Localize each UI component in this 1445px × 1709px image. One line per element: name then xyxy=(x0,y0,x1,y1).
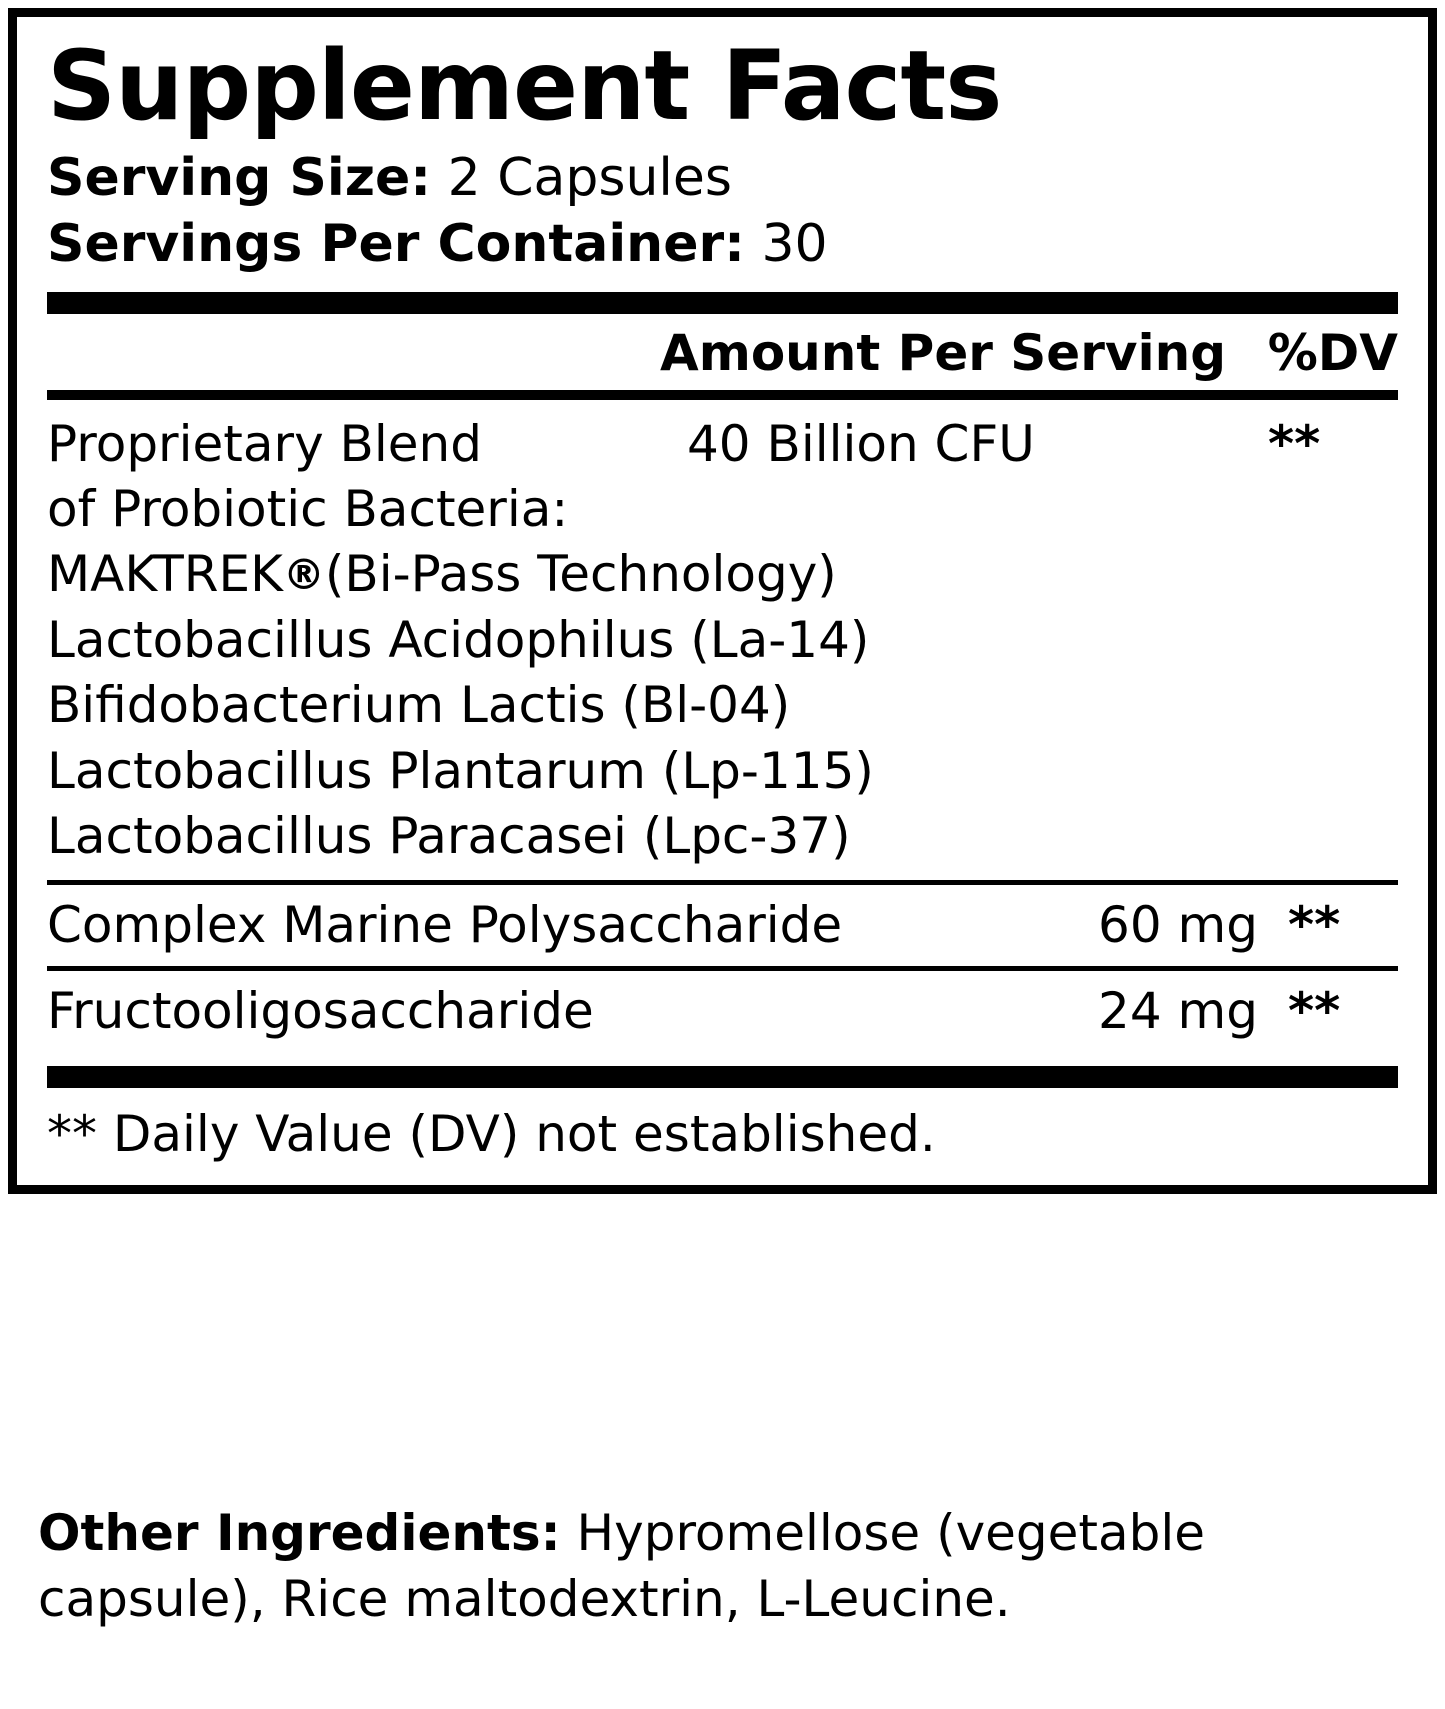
ingredient-name: Complex Marine Polysaccharide xyxy=(47,895,843,954)
amount-per-serving-header: Amount Per Serving xyxy=(660,323,1226,382)
daily-value-footnote: ** Daily Value (DV) not established. xyxy=(47,1104,936,1163)
ingredient-name: Fructooligosaccharide xyxy=(47,981,594,1040)
servings-per-container-label: Servings Per Container: xyxy=(47,214,745,275)
serving-size-value: 2 Capsules xyxy=(447,147,732,208)
blend-name-line1: Proprietary Blend xyxy=(47,414,482,473)
ingredient-amount: 24 mg xyxy=(1098,981,1258,1040)
other-ingredients xyxy=(38,1500,1398,1632)
maktrek-text: MAKTREK xyxy=(47,545,283,604)
blend-strain-maktrek xyxy=(47,542,1398,608)
table-row xyxy=(47,971,1398,1052)
maktrek-suffix: (Bi-Pass Technology) xyxy=(324,545,837,604)
divider-under-headers xyxy=(47,390,1398,400)
blend-strain-item: Lactobacillus Plantarum (Lp-115) xyxy=(47,741,874,800)
ingredient-dv: ** xyxy=(1288,895,1341,954)
page-title: Supplement Facts xyxy=(47,30,1002,142)
servings-per-container-line xyxy=(47,211,1398,278)
other-ingredients-label: Other Ingredients: xyxy=(38,1504,561,1562)
blend-amount: 40 Billion CFU xyxy=(687,414,1035,473)
supplement-facts-panel xyxy=(8,8,1437,1194)
blend-strain-item: Bifidobacterium Lactis (Bl-04) xyxy=(47,676,791,735)
other-ingredients-value: Hypromellose (vegetable capsule), Rice maltodextrin, L-Leucine. xyxy=(38,1504,1206,1628)
blend-name-line2: of Probiotic Bacteria: xyxy=(47,479,569,538)
servings-per-container-value: 30 xyxy=(761,214,828,275)
blend-first-line xyxy=(47,412,1398,477)
divider-thick-top xyxy=(47,292,1398,314)
proprietary-blend-block xyxy=(47,400,1398,880)
blend-strain-item: Lactobacillus Acidophilus (La-14) xyxy=(47,610,870,669)
serving-size-label: Serving Size: xyxy=(47,147,432,208)
divider-thick-bottom xyxy=(47,1066,1398,1088)
blend-dv: ** xyxy=(1268,414,1321,473)
serving-size-line xyxy=(47,145,1398,212)
blend-strain-item: Lactobacillus Paracasei (Lpc-37) xyxy=(47,807,851,866)
registered-trademark-icon: ® xyxy=(282,550,325,600)
column-header-row xyxy=(47,314,1398,390)
percent-dv-header: %DV xyxy=(1267,323,1398,382)
table-row xyxy=(47,885,1398,966)
ingredient-dv: ** xyxy=(1288,981,1341,1040)
ingredient-amount: 60 mg xyxy=(1098,895,1258,954)
